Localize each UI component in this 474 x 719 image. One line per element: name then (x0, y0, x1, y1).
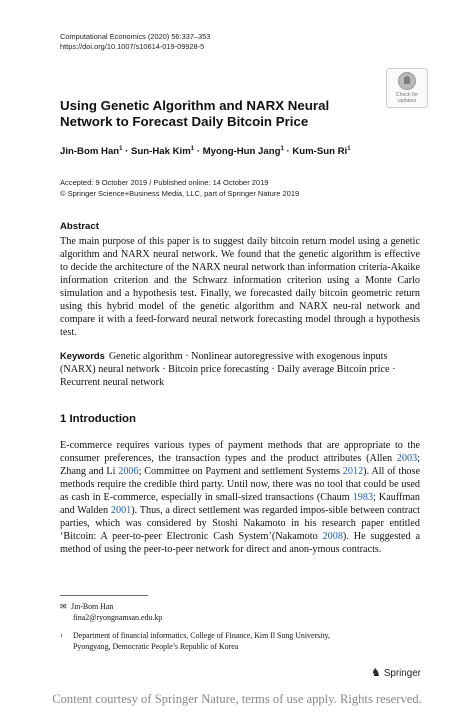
citation-link[interactable]: 2006 (118, 466, 139, 477)
publication-dates (60, 178, 299, 199)
intro-text-span: ). He suggested a method of using the peer-to-peer network for direct and anon-ymous contracts. (60, 531, 420, 555)
author-name[interactable]: Kum-Sun Ri (292, 146, 348, 158)
dates-line: Accepted: 9 October 2019 / Published online: 14 October 2019 (60, 178, 269, 187)
journal-citation: Computational Economics (2020) 56:337–353 (60, 32, 211, 41)
author-separator: · (194, 146, 203, 158)
contact-email-link[interactable]: fina2@ryongnamsan.edu.kp (73, 612, 163, 622)
springer-horse-icon: ♞ (371, 667, 381, 679)
badge-line-2: updates (397, 98, 417, 104)
intro-text-span: ; Zhang and Li (60, 453, 420, 477)
intro-text-span: ; Kauffman and Walden (60, 492, 420, 516)
citation-link[interactable]: 2001 (110, 505, 132, 516)
affiliation-footnote (60, 631, 360, 652)
springer-logo[interactable] (371, 666, 421, 679)
author-affiliation-mark: 1 (190, 146, 195, 152)
intro-text-span: ). All of those methods require the credible third party. Until now, there was no tool that could be used as cash in E-commerce, especially in small-sized transactions (Chaum (60, 466, 420, 503)
keywords-label: Keywords (60, 350, 105, 361)
keywords-text: Genetic algorithm · Nonlinear autoregressive with exogenous inputs (NARX) neural network · Bitcoin price forecasting · Daily average Bitcoin price · Recurrent neural network (60, 351, 396, 388)
check-for-updates-badge[interactable] (386, 68, 428, 108)
affiliation-text: Department of financial informatics, College of Finance, Kim Il Sung University, Pyongyang, Democratic People’s Republic of Korea (73, 631, 330, 651)
author-name[interactable]: Jin-Bom Han (60, 146, 120, 158)
copyright-line: © Springer Science+Business Media, LLC, part of Springer Nature 2019 (60, 188, 300, 198)
author-separator: · (283, 146, 293, 158)
doi-link[interactable]: https://doi.org/10.1007/s10614-019-09928-5 (60, 42, 205, 51)
author-separator: · (122, 146, 132, 158)
author-name[interactable]: Myong-Hun Jang (202, 146, 281, 158)
corresponding-author (60, 602, 162, 623)
author-affiliation-mark: 1 (119, 146, 123, 152)
author-name[interactable]: Sun-Hak Kim (131, 146, 191, 158)
author-affiliation-mark: 1 (280, 146, 284, 152)
citation-link[interactable]: 2003 (396, 453, 418, 464)
abstract-heading: Abstract (60, 221, 99, 232)
intro-text-span: E-commerce requires various types of payment methods that are appropriate to the consumer preferences, the transaction types and the product attributes (Allen (60, 440, 420, 464)
citation-link[interactable]: 2012 (342, 466, 364, 477)
abstract-text: The main purpose of this paper is to suggest daily bitcoin return model using a genetic algorithm and NARX neural network. We found that the genetic algorithm is effective to decide the architecture of the NARX neural network than information criteria-Akaike information criterion and the Schwarz information criterion using a Monte Carlo simulation and a hypothesis test. Finally, we forecasted daily bitcoin geometric return using this hybrid model of the genetic algorithm and NARX neu-ral network and compare it with a feed-forward neural network forecasting model through a hypothesis test. (60, 236, 420, 338)
courtesy-watermark: Content courtesy of Springer Nature, terms of use apply. Rights reserved. (52, 692, 422, 706)
footnote-divider (60, 595, 148, 596)
affiliation-number: 1 (60, 633, 63, 639)
publisher-name: Springer (383, 668, 421, 679)
contact-name: Jin-Bom Han (71, 602, 114, 611)
check-for-updates-icon (398, 72, 416, 90)
intro-text-span: ). Thus, a direct settlement was regarded impos-sible between contract parties, which was considered by Stoshi Nakamoto in his research paper entitled ‘Bitcoin: A peer-to-peer Electronic Cash System’(Nakamoto (60, 505, 420, 542)
section-heading-introduction: 1 Introduction (60, 413, 136, 425)
author-affiliation-mark: 1 (347, 146, 351, 152)
keywords (60, 349, 420, 389)
author-list (60, 146, 351, 157)
introduction-paragraph (60, 439, 420, 556)
paper-title: Using Genetic Algorithm and NARX Neural Network to Forecast Daily Bitcoin Price (60, 98, 330, 129)
envelope-icon: ✉ (60, 602, 67, 611)
citation-link[interactable]: 1983 (352, 492, 374, 503)
citation-link[interactable]: 2008 (322, 531, 343, 542)
badge-line-1: Check for (395, 92, 419, 98)
intro-text-span: ; Committee on Payment and settlement Systems (138, 466, 343, 477)
